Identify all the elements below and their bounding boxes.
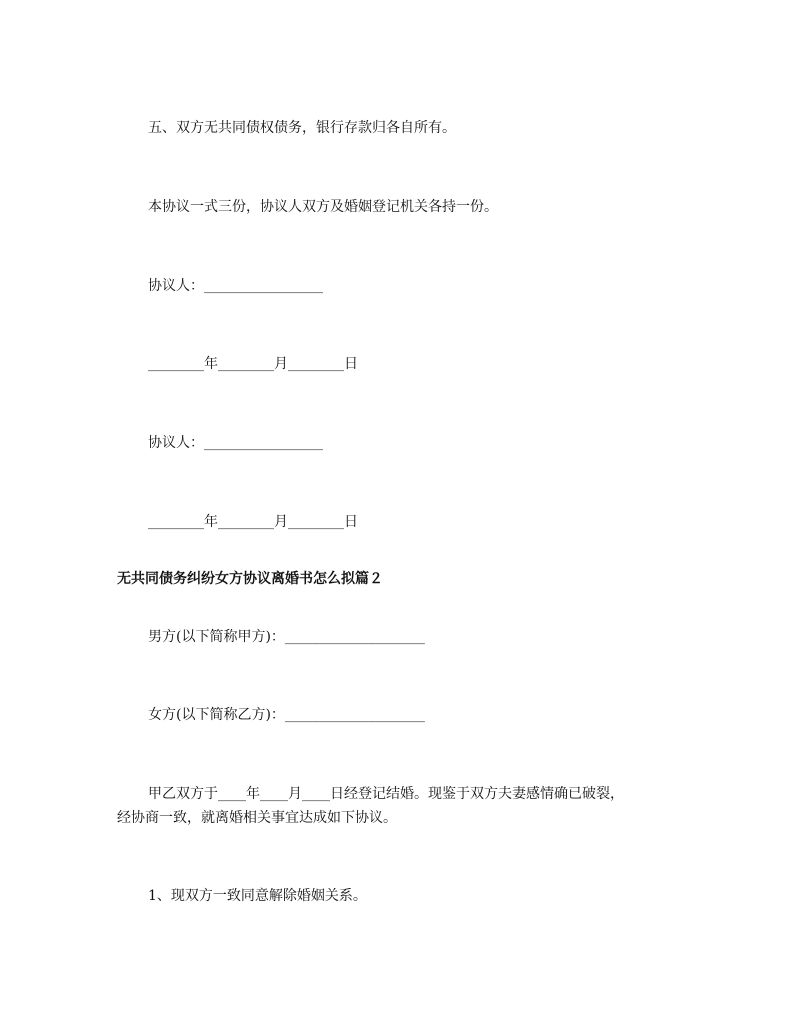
date-line-1: ________年________月________日 <box>148 356 358 372</box>
marriage-statement-line-1: 甲乙双方于____年____月____日经登记结婚。现鉴于双方夫妻感情确已破裂， <box>148 786 624 802</box>
woman-party-line: 女方(以下简称乙方)：____________________ <box>148 707 425 723</box>
date-line-2: ________年________月________日 <box>148 514 358 530</box>
item-one: 1、现双方一致同意解除婚姻关系。 <box>148 888 367 904</box>
clause-five: 五、双方无共同债权债务，银行存款归各自所有。 <box>148 120 456 136</box>
signer-line-1: 协议人：_________________ <box>148 278 323 294</box>
copies-note: 本协议一式三份，协议人双方及婚姻登记机关各持一份。 <box>148 199 498 215</box>
man-party-line: 男方(以下简称甲方)：____________________ <box>148 629 425 645</box>
signer-line-2: 协议人：_________________ <box>148 435 323 451</box>
marriage-statement-line-2: 经协商一致，就离婚相关事宜达成如下协议。 <box>117 810 397 826</box>
section-title: 无共同债务纠纷女方协议离婚书怎么拟篇２ <box>117 571 383 587</box>
